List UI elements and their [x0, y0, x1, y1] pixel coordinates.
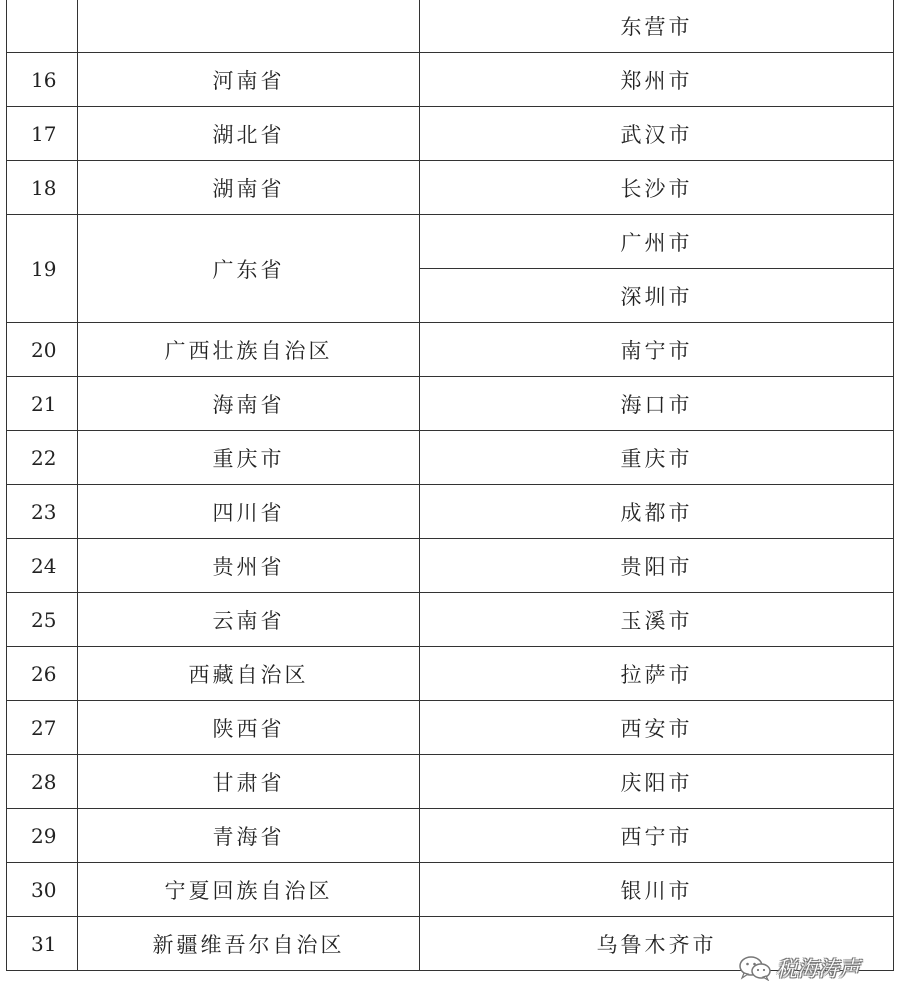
row-number: 18 [7, 161, 78, 215]
table-row [7, 161, 894, 215]
table-row [7, 485, 894, 539]
wechat-icon [738, 955, 772, 981]
province-cell: 陕西省 [78, 701, 420, 755]
city-cell: 东营市 [420, 0, 894, 53]
table-row [7, 323, 894, 377]
province-cell: 西藏自治区 [78, 647, 420, 701]
city-cell: 深圳市 [420, 269, 894, 323]
city-cell: 成都市 [420, 485, 894, 539]
table-row [7, 0, 894, 53]
table-row [7, 809, 894, 863]
city-cell: 郑州市 [420, 53, 894, 107]
table-row [7, 215, 894, 269]
row-number: 30 [7, 863, 78, 917]
row-number: 25 [7, 593, 78, 647]
province-cell: 湖南省 [78, 161, 420, 215]
row-number: 23 [7, 485, 78, 539]
row-number [7, 0, 78, 53]
city-cell: 银川市 [420, 863, 894, 917]
row-number: 20 [7, 323, 78, 377]
row-number: 31 [7, 917, 78, 971]
city-cell: 玉溪市 [420, 593, 894, 647]
city-list-table [6, 0, 894, 971]
province-cell: 新疆维吾尔自治区 [78, 917, 420, 971]
row-number: 24 [7, 539, 78, 593]
table-row [7, 647, 894, 701]
table-row [7, 593, 894, 647]
table-row [7, 107, 894, 161]
watermark-text: 税海涛声 [776, 957, 860, 981]
province-cell: 云南省 [78, 593, 420, 647]
city-cell: 南宁市 [420, 323, 894, 377]
city-cell: 贵阳市 [420, 539, 894, 593]
city-cell: 武汉市 [420, 107, 894, 161]
province-cell: 湖北省 [78, 107, 420, 161]
table-row [7, 539, 894, 593]
row-number: 17 [7, 107, 78, 161]
row-number: 19 [7, 215, 78, 323]
province-cell: 广东省 [78, 215, 420, 323]
city-cell: 重庆市 [420, 431, 894, 485]
province-cell: 海南省 [78, 377, 420, 431]
province-cell: 宁夏回族自治区 [78, 863, 420, 917]
city-cell: 拉萨市 [420, 647, 894, 701]
province-cell: 贵州省 [78, 539, 420, 593]
row-number: 28 [7, 755, 78, 809]
province-cell: 四川省 [78, 485, 420, 539]
province-cell: 重庆市 [78, 431, 420, 485]
province-cell: 青海省 [78, 809, 420, 863]
city-cell: 广州市 [420, 215, 894, 269]
city-cell: 乌鲁木齐市 [420, 917, 894, 971]
city-cell: 西宁市 [420, 809, 894, 863]
city-cell: 庆阳市 [420, 755, 894, 809]
table-row [7, 863, 894, 917]
province-cell: 广西壮族自治区 [78, 323, 420, 377]
table-row [7, 701, 894, 755]
row-number: 29 [7, 809, 78, 863]
province-cell: 河南省 [78, 53, 420, 107]
row-number: 16 [7, 53, 78, 107]
province-cell [78, 0, 420, 53]
watermark [738, 950, 860, 986]
city-cell: 海口市 [420, 377, 894, 431]
row-number: 26 [7, 647, 78, 701]
table-row [7, 431, 894, 485]
table-row [7, 755, 894, 809]
row-number: 22 [7, 431, 78, 485]
province-cell: 甘肃省 [78, 755, 420, 809]
table-row [7, 53, 894, 107]
row-number: 21 [7, 377, 78, 431]
row-number: 27 [7, 701, 78, 755]
table-row [7, 377, 894, 431]
city-cell: 西安市 [420, 701, 894, 755]
city-cell: 长沙市 [420, 161, 894, 215]
